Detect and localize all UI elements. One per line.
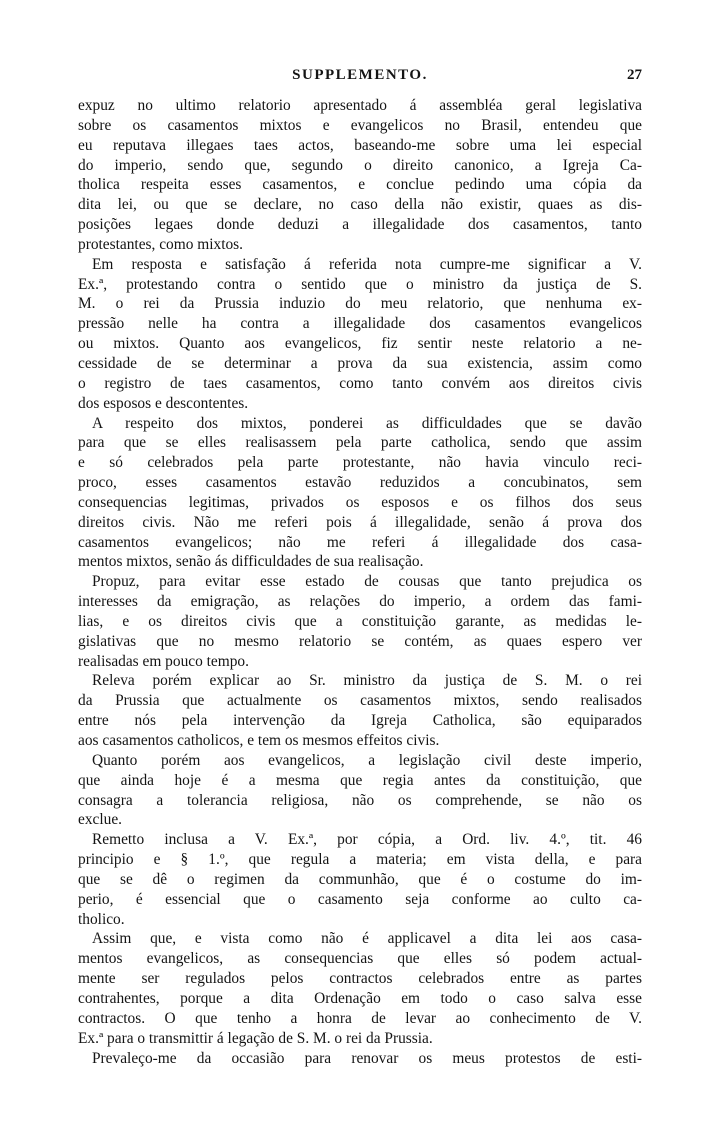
text-line: Assim que, e vista como não é applicavel a dita lei aos casa- — [92, 930, 642, 948]
paragraph — [78, 572, 642, 671]
running-title: SUPPLEMENTO. — [292, 67, 428, 83]
text-line: da Prussia que actualmente os casamentos mixtos, sendo realisados — [78, 692, 642, 710]
paragraph — [78, 96, 642, 255]
text-line: exclue. — [78, 811, 123, 829]
paragraph — [78, 1049, 642, 1069]
page-number: 27 — [627, 67, 642, 83]
text-line: direitos civis. Não me referi pois á illegalidade, senão á prova dos — [78, 513, 642, 531]
paragraph — [78, 751, 642, 830]
text-line: lias, e os direitos civis que a constituição garante, as medidas le- — [78, 612, 642, 630]
text-line: cessidade de se determinar a prova da sua existencia, assim como — [78, 354, 642, 372]
text-line: Ex.ª, protestando contra o sentido que o ministro da justiça de S. — [78, 275, 642, 293]
body-text — [78, 96, 642, 1068]
text-line: principio e § 1.º, que regula a materia; em vista della, e para — [78, 851, 642, 869]
text-line: consequencias legitimas, privados os esposos e os filhos dos seus — [78, 493, 642, 511]
text-line: mente ser regulados pelos contractos celebrados entre as partes — [78, 970, 642, 988]
paragraph — [78, 414, 642, 573]
text-line: consagra a tolerancia religiosa, não os comprehende, se não os — [78, 791, 642, 809]
text-line: Releva porém explicar ao Sr. ministro da justiça de S. M. o rei — [92, 672, 642, 690]
text-line: o registro de taes casamentos, como tanto convém aos direitos civis — [78, 374, 642, 392]
text-line: do imperio, sendo que, segundo o direito canonico, a Igreja Ca- — [78, 156, 642, 174]
text-line: Prevaleço-me da occasião para renovar os meus protestos de esti- — [92, 1049, 642, 1067]
text-line: A respeito dos mixtos, ponderei as difficuldades que se davão — [92, 414, 642, 432]
paragraph — [78, 830, 642, 929]
text-line: Remetto inclusa a V. Ex.ª, por cópia, a Ord. liv. 4.º, tit. 46 — [92, 831, 642, 849]
text-line: aos casamentos catholicos, e tem os mesmos effeitos civis. — [78, 732, 440, 749]
document-page — [78, 66, 642, 1068]
text-line: pressão nelle ha contra a illegalidade dos casamentos evangelicos — [78, 315, 642, 333]
text-line: ou mixtos. Quanto aos evangelicos, fiz sentir neste relatorio a ne- — [78, 335, 642, 353]
text-line: expuz no ultimo relatorio apresentado á assembléa geral legislativa — [78, 97, 642, 114]
text-line: para que se elles realisassem pela parte catholica, sendo que assim — [78, 434, 642, 452]
text-line: dos esposos e descontentes. — [78, 394, 249, 412]
text-line: protestantes, como mixtos. — [78, 235, 243, 253]
text-line: mentos evangelicos, as consequencias que elles só podem actual- — [78, 950, 642, 968]
text-line: casamentos evangelicos; não me referi á illegalidade dos casa- — [78, 533, 642, 551]
text-line: M. o rei da Prussia induzio do meu relatorio, que nenhuma ex- — [78, 295, 642, 313]
text-line: realisadas em pouco tempo. — [78, 652, 249, 670]
text-line: e só celebrados pela parte protestante, não havia vinculo reci- — [78, 454, 642, 472]
text-line: tholica respeita esses casamentos, e conclue pedindo uma cópia da — [78, 176, 642, 194]
text-line: perio, é essencial que o casamento seja conforme ao culto ca- — [78, 890, 642, 908]
text-line: Ex.ª para o transmittir á legação de S. M. o rei da Prussia. — [78, 1029, 433, 1047]
text-line: que ainda hoje é a mesma que regia antes da constituição, que — [78, 771, 642, 789]
text-line: mentos mixtos, senão ás difficuldades de sua realisação. — [78, 553, 424, 571]
text-line: eu reputava illegaes taes actos, baseando-me sobre uma lei especial — [78, 136, 642, 154]
paragraph — [78, 671, 642, 750]
paragraph — [78, 929, 642, 1048]
text-line: entre nós pela intervenção da Igreja Catholica, são equiparados — [78, 712, 642, 730]
text-line: contractos. O que tenho a honra de levar ao conhecimento de V. — [78, 1009, 642, 1027]
text-line: interesses da emigração, as relações do imperio, a ordem das fami- — [78, 593, 642, 611]
text-line: proco, esses casamentos estavão reduzidos a concubinatos, sem — [78, 474, 642, 492]
text-line: Propuz, para evitar esse estado de cousas que tanto prejudica os — [92, 573, 642, 591]
text-line: Em resposta e satisfação á referida nota cumpre-me significar a V. — [92, 255, 642, 273]
text-line: posições legaes donde deduzi a illegalidade dos casamentos, tanto — [78, 216, 642, 234]
text-line: dita lei, ou que se declare, no caso della não existir, quaes as dis- — [78, 196, 642, 214]
text-line: que se dê o regimen da communhão, que é o costume do im- — [78, 870, 642, 888]
page-header — [78, 66, 642, 88]
paragraph — [78, 255, 642, 414]
text-line: tholico. — [78, 910, 125, 928]
text-line: gislativas que no mesmo relatorio se contém, as quaes espero ver — [78, 632, 642, 650]
text-line: sobre os casamentos mixtos e evangelicos no Brasil, entendeu que — [78, 116, 642, 134]
text-line: contrahentes, porque a dita Ordenação em todo o caso salva esse — [78, 989, 642, 1007]
text-line: Quanto porém aos evangelicos, a legislação civil deste imperio, — [92, 751, 642, 769]
